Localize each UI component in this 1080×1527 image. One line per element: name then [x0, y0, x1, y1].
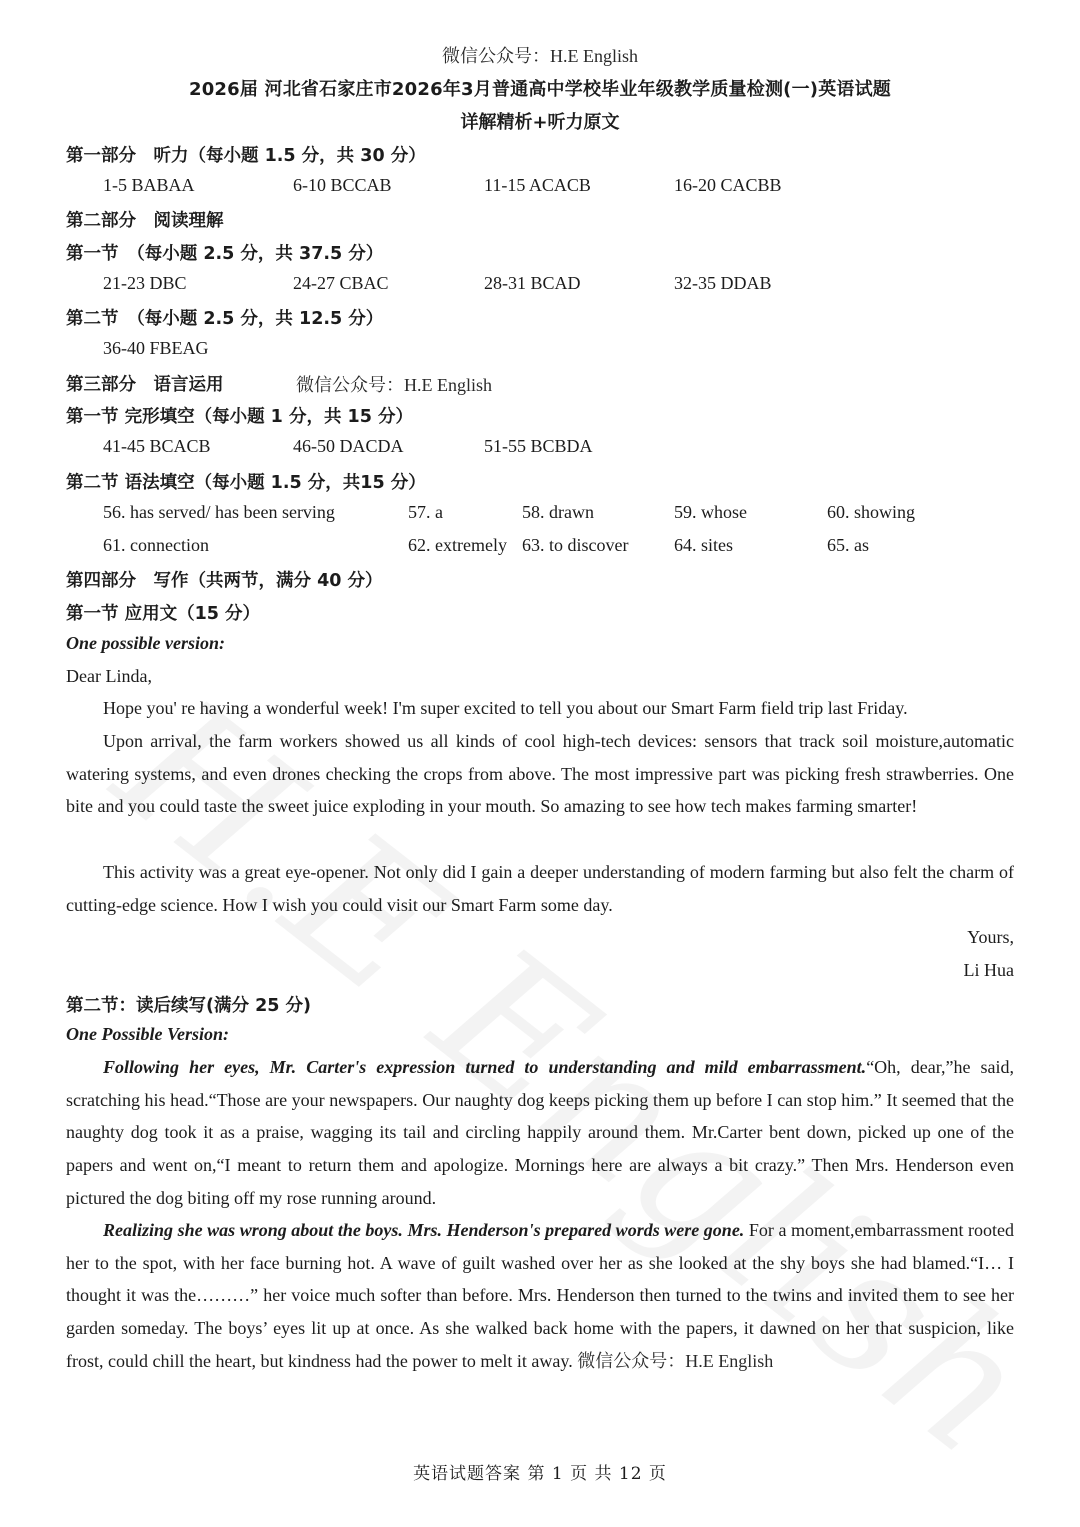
source-header: 微信公众号：H.E English [442, 46, 638, 66]
grammar-answer: 58. drawn [522, 502, 594, 522]
page-subtitle: 详解精析+听力原文 [460, 112, 620, 133]
part4-section2-heading: 第二节：读后续写(满分 25 分) [66, 996, 312, 1016]
answer-group: 1-5 BABAA [103, 175, 195, 195]
answer-group: 32-35 DDAB [674, 273, 772, 293]
answer-group: 21-23 DBC [103, 273, 187, 293]
story-lead-sentence: Realizing she was wrong about the boys. Mrs. Henderson's prepared words were gone. [103, 1220, 745, 1240]
grammar-answer: 65. as [827, 535, 869, 555]
grammar-answer: 59. whose [674, 502, 747, 522]
answer-group: 46-50 DACDA [293, 436, 404, 456]
part2-section2-heading: 第二节 （每小题 2.5 分，共 12.5 分） [66, 309, 384, 329]
grammar-answer: 57. a [408, 502, 443, 522]
letter-paragraph: Hope you' re having a wonderful week! I'm super excited to tell you about our Smart Farm field trip last Friday. [103, 698, 908, 718]
letter-closing: Yours, [967, 927, 1014, 947]
part4-section1-heading: 第一节 应用文（15 分） [66, 604, 261, 624]
answer-group: 36-40 FBEAG [103, 338, 209, 358]
grammar-answer: 61. connection [103, 535, 209, 555]
grammar-answer: 63. to discover [522, 535, 629, 555]
answer-group: 6-10 BCCAB [293, 175, 392, 195]
part3-section2-heading: 第二节 语法填空（每小题 1.5 分，共15 分） [66, 473, 426, 493]
story-body: “Oh, dear,”he said, scratching his head.“Those are your newspapers. Our naughty dog keeps picking them up before I can stop him.” It seemed that the naughty dog took it as a praise, wagging its tail and circling happily around them. Mr.Carter bent down, picked up one of the papers and went on,“I meant to return them and apologize. Mornings here are always a bit crazy.” Then Mrs. Henderson even pictured the dog biting off my rose running around. [66, 1057, 1015, 1208]
page-footer: 英语试题答案 第 1 页 共 12 页 [413, 1464, 667, 1484]
letter-paragraph: Upon arrival, the farm workers showed us all kinds of cool high-tech devices: sensors that track soil moisture,automatic watering systems, and even drones checking the crops from above. The most impressive part was picking fresh strawberries. One bite and you could taste the sweet juice exploding in your mouth. So amazing to see how tech makes farming smarter! [66, 731, 1014, 817]
grammar-answer: 62. extremely [408, 535, 507, 555]
part1-heading: 第一部分 听力（每小题 1.5 分，共 30 分） [66, 146, 426, 166]
answer-group: 51-55 BCBDA [484, 436, 593, 456]
source-inline: 微信公众号：H.E English [577, 1350, 774, 1371]
part4-heading: 第四部分 写作（共两节，满分 40 分） [66, 571, 383, 591]
version-label: One possible version: [66, 633, 225, 653]
answer-group: 41-45 BCACB [103, 436, 211, 456]
grammar-answer: 64. sites [674, 535, 734, 555]
story-paragraph [66, 1214, 1014, 1378]
source-inline: 微信公众号：H.E English [296, 375, 492, 395]
answer-group: 16-20 CACBB [674, 175, 782, 195]
letter-paragraph: This activity was a great eye-opener. Not only did I gain a deeper understanding of modern farming but also felt the charm of cutting-edge science. How I wish you could visit our Smart Farm some day. [66, 862, 1014, 915]
answer-group: 24-27 CBAC [293, 273, 389, 293]
page-title: 2026届 河北省石家庄市2026年3月普通高中学校毕业年级教学质量检测(一)英语试题 [188, 79, 892, 100]
grammar-answer: 56. has served/ has been serving [103, 502, 335, 522]
answer-group: 28-31 BCAD [484, 273, 581, 293]
letter-signature: Li Hua [963, 960, 1014, 980]
answer-group: 11-15 ACACB [484, 175, 591, 195]
part2-heading: 第二部分 阅读理解 [66, 211, 224, 231]
part3-section1-heading: 第一节 完形填空（每小题 1 分，共 15 分） [66, 407, 413, 427]
part2-section1-heading: 第一节 （每小题 2.5 分，共 37.5 分） [66, 244, 384, 264]
grammar-answer: 60. showing [827, 502, 916, 522]
story-body: For a moment,embarrassment rooted her to the spot, with her face burning hot. A wave of guilt washed over her as she looked at the shy boys she had blamed.“I… I thought it was the………” her voice much softer than before. Mrs. Henderson then turned to the twins and invited them to see her garden someday. The boys’ eyes lit up at once. As she walked back home with the papers, it dawned on her that suspicion, like frost, could chill the heart, but kindness had the power to melt it away. [66, 1220, 1014, 1371]
part3-heading: 第三部分 语言运用 [66, 375, 224, 395]
story-lead-sentence: Following her eyes, Mr. Carter's expression turned to understanding and mild embarrassment. [103, 1057, 867, 1077]
story-paragraph [66, 1051, 1014, 1215]
letter-salutation: Dear Linda, [66, 666, 152, 686]
version-label: One Possible Version: [66, 1024, 230, 1044]
